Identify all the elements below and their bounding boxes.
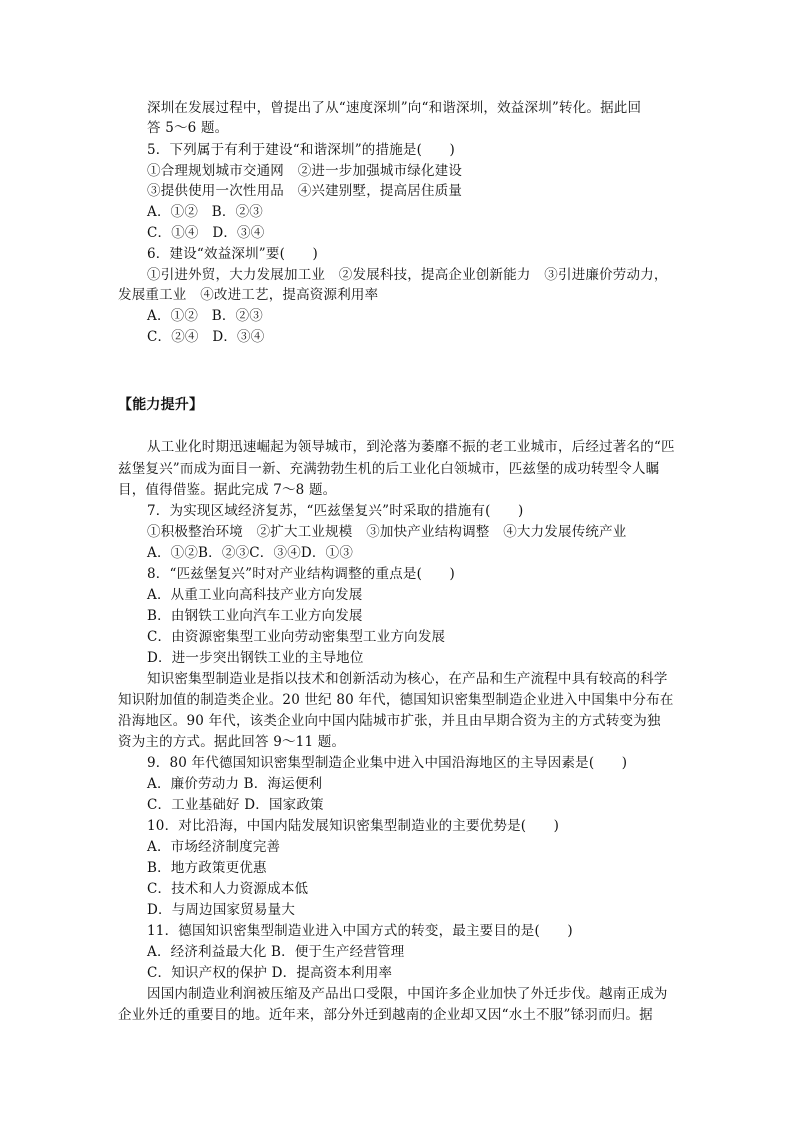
question-9-stem: 9．80 年代德国知识密集型制造企业集中进入中国沿海地区的主导因素是( ) <box>147 755 628 771</box>
question-8-option-b: B．由钢铁工业向汽车工业方向发展 <box>147 608 363 624</box>
question-5-stem: 5．下列属于有利于建设“和谐深圳”的措施是( ) <box>147 142 455 158</box>
question-8-option-d: D．进一步突出钢铁工业的主导地位 <box>147 650 364 666</box>
question-11-options-1: A．经济利益最大化 B．便于生产经营管理 <box>147 944 405 960</box>
passage-pittsburgh-line-1: 从工业化时期迅速崛起为领导城市，到沦落为萎靡不振的老工业城市，后经过著名的“匹 <box>147 439 675 455</box>
question-9-options-1: A．廉价劳动力 B．海运便利 <box>147 776 323 792</box>
passage-germany-line-2: 知识附加值的制造类企业。20 世纪 80 年代，德国知识密集型制造企业进入中国集中分布在 <box>118 692 674 708</box>
question-7-options: A．①②B．②③C．③④D．①③ <box>147 545 354 561</box>
passage-pittsburgh-line-2: 兹堡复兴”而成为面目一新、充满勃勃生机的后工业化白领城市，匹兹堡的成功转型令人瞩 <box>118 461 660 477</box>
question-6-options-2: C．②④ D．③④ <box>147 329 265 345</box>
question-6-statements-2: 发展重工业 ④改进工艺，提高资源利用率 <box>118 287 379 303</box>
question-11-options-2: C．知识产权的保护 D．提高资本利用率 <box>147 965 393 981</box>
question-5-statements-1: ①合理规划城市交通网 ②进一步加强城市绿化建设 <box>147 163 463 179</box>
passage-intro-line-1: 深圳在发展过程中，曾提出了从“速度深圳”向“和谐深圳，效益深圳”转化。据此回 <box>147 100 642 116</box>
question-6-stem: 6．建设“效益深圳”要( ) <box>147 246 318 262</box>
question-8-option-c: C．由资源密集型工业向劳动密集型工业方向发展 <box>147 629 446 645</box>
passage-intro-line-2: 答 5～6 题。 <box>147 120 229 136</box>
question-6-statements-1: ①引进外贸，大力发展加工业 ②发展科技，提高企业创新能力 ③引进廉价劳动力， <box>147 267 668 283</box>
question-6-options-1: A．①② B．②③ <box>147 308 263 324</box>
question-11-stem: 11．德国知识密集型制造业进入中国方式的转变，最主要目的是( ) <box>147 923 573 939</box>
question-9-options-2: C．工业基础好 D．国家政策 <box>147 797 324 813</box>
question-5-options-2: C．①④ D．③④ <box>147 225 265 241</box>
passage-germany-line-1: 知识密集型制造业是指以技术和创新活动为核心，在产品和生产流程中具有较高的科学 <box>147 671 668 687</box>
passage-germany-line-4: 资为主的方式。据此回答 9～11 题。 <box>118 734 346 750</box>
question-7-stem: 7．为实现区域经济复苏，“匹兹堡复兴”时采取的措施有( ) <box>147 503 524 519</box>
passage-pittsburgh-line-3: 目，值得借鉴。据此完成 7～8 题。 <box>118 482 337 498</box>
question-10-option-c: C．技术和人力资源成本低 <box>147 881 309 897</box>
question-5-statements-2: ③提供使用一次性用品 ④兴建别墅，提高居住质量 <box>147 183 463 199</box>
passage-vietnam-line-1: 因国内制造业利润被压缩及产品出口受限，中国许多企业加快了外迁步伐。越南正成为 <box>147 986 668 1002</box>
question-10-option-d: D．与周边国家贸易量大 <box>147 902 296 918</box>
question-5-options-1: A．①② B．②③ <box>147 204 263 220</box>
passage-germany-line-3: 沿海地区。90 年代，该类企业向中国内陆城市扩张，并且由早期合资为主的方式转变为独 <box>118 713 661 729</box>
passage-vietnam-line-2: 企业外迁的重要目的地。近年来，部分外迁到越南的企业却又因“水土不服”铩羽而归。据 <box>118 1007 653 1023</box>
question-8-stem: 8．“匹兹堡复兴”时对产业结构调整的重点是( ) <box>147 566 455 582</box>
section-heading: 【能力提升】 <box>118 397 204 413</box>
question-8-option-a: A．从重工业向高科技产业方向发展 <box>147 587 363 603</box>
question-10-option-b: B．地方政策更优惠 <box>147 860 267 876</box>
question-10-stem: 10．对比沿海，中国内陆发展知识密集型制造业的主要优势是( ) <box>147 818 560 834</box>
question-7-statements: ①积极整治环境 ②扩大工业规模 ③加快产业结构调整 ④大力发展传统产业 <box>147 524 627 540</box>
question-10-option-a: A．市场经济制度完善 <box>147 839 281 855</box>
